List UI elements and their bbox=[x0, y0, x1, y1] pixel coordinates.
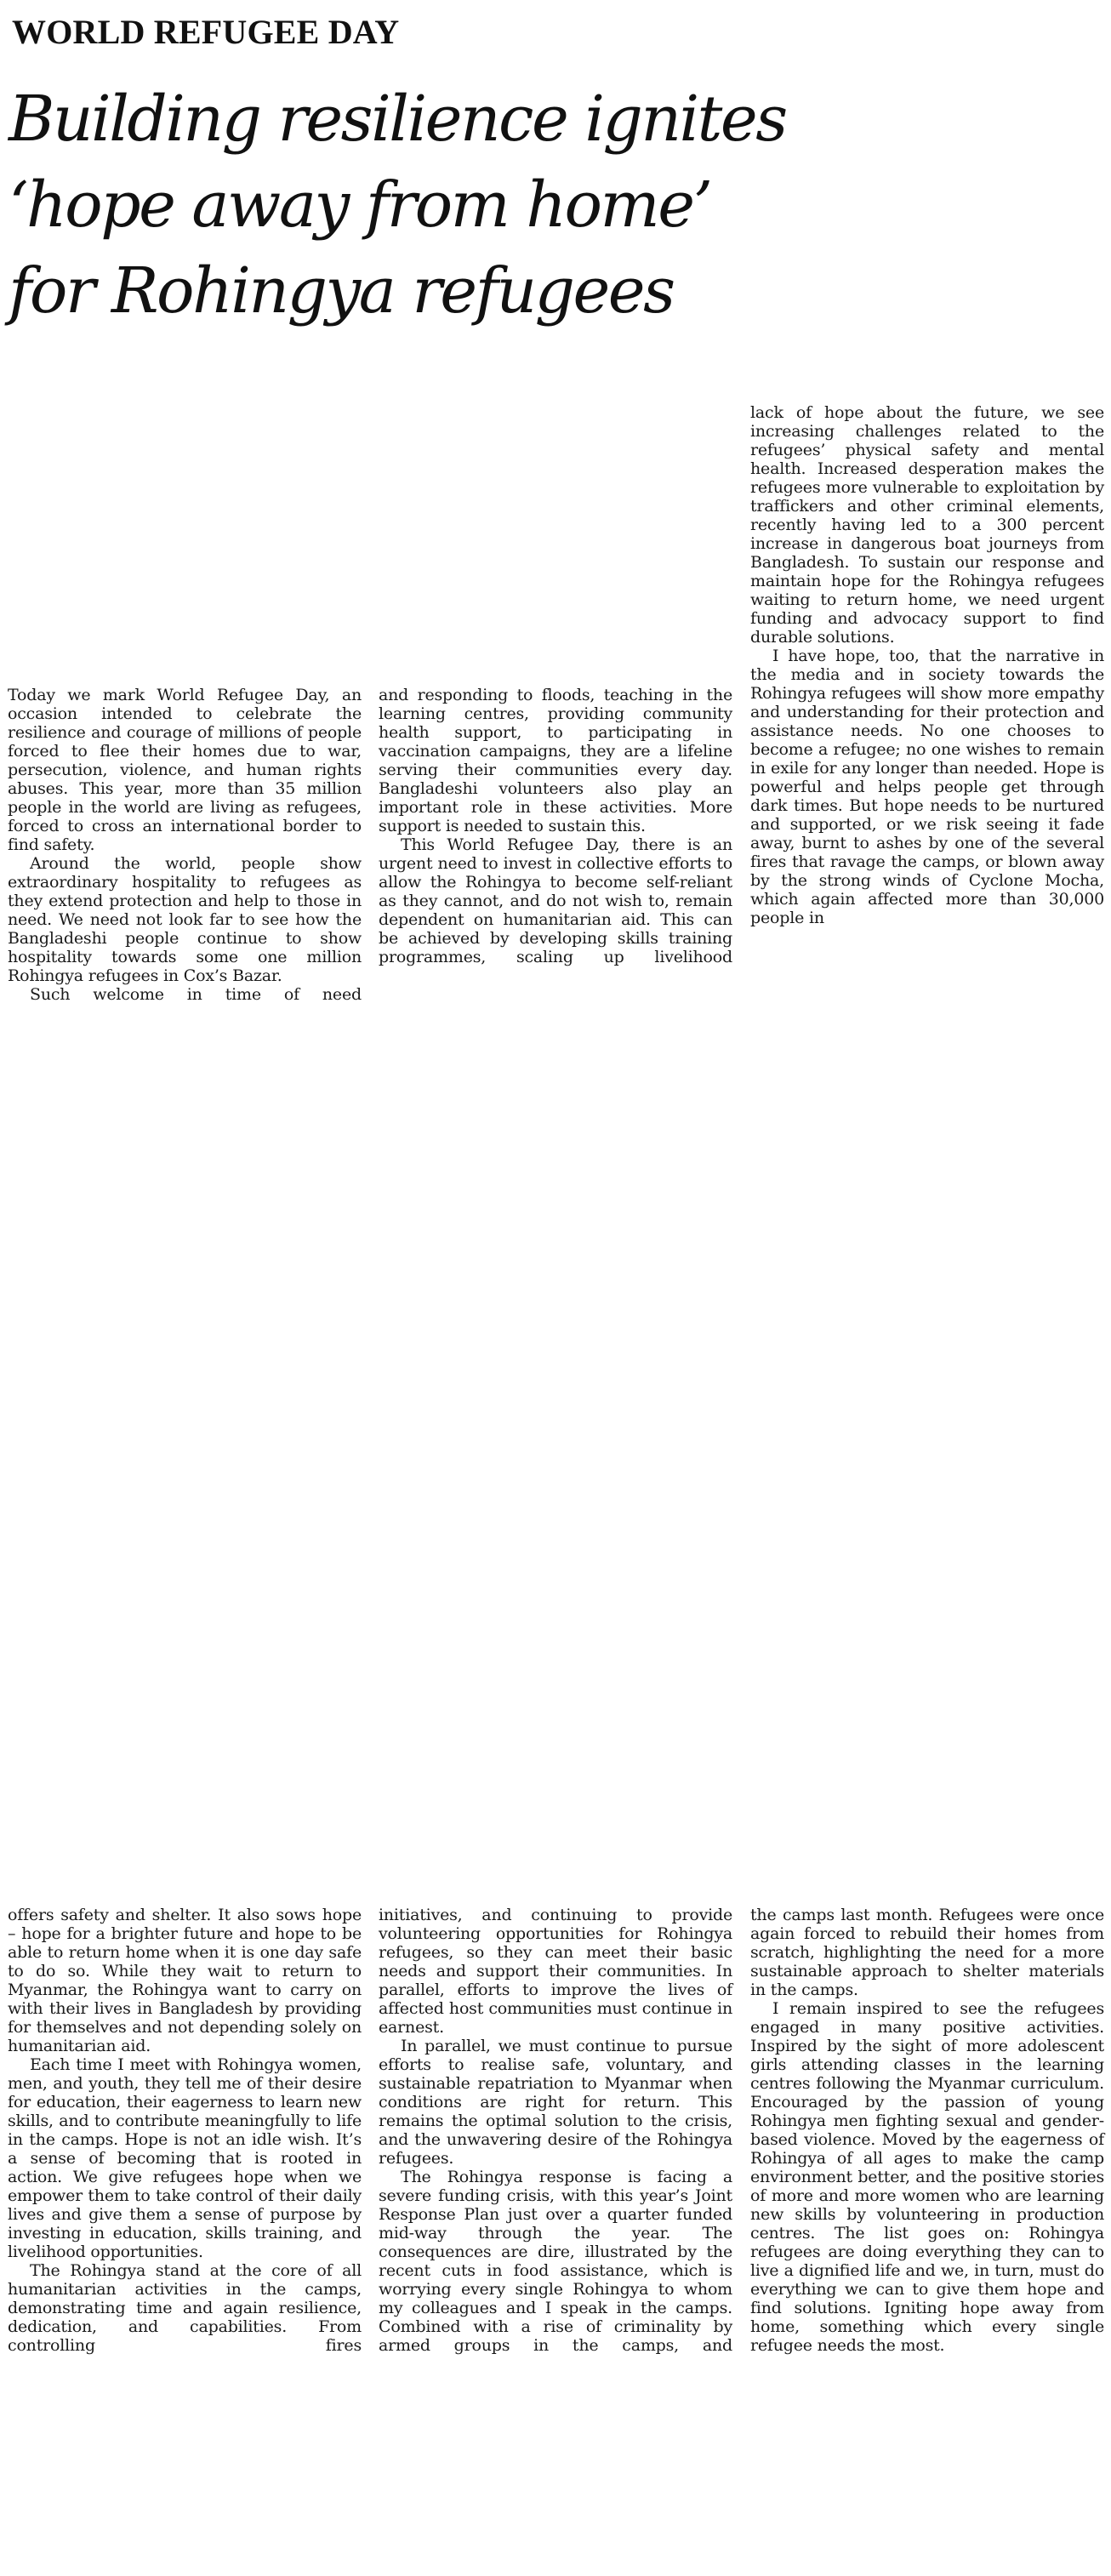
paragraph: I remain inspired to see the refugees engaged in many positive activities. Inspired by the sight of more adolescent girls attending classes in the learning centres following the Myanmar curriculum. Encouraged by the passion of young Rohingya men fighting sexual and gender-based violence. Moved by the eagerness of Rohingya of all ages to make the camp environment better, and the positive stories of more and more women who are learning new skills by volunteering in production centres. The list goes on: Rohingya refugees are doing everything they can to live a dignified life and we, in turn, must do everything we can to give them hope and find solutions. Igniting hope away from home, something which every single refugee needs the most. bbox=[750, 1999, 1104, 2355]
headline bbox=[9, 77, 1111, 334]
section-kicker: WORLD REFUGEE DAY bbox=[12, 13, 400, 51]
paragraph: Such welcome in time of need bbox=[30, 985, 362, 1004]
paragraph: Around the world, people show extraordinary hospitality to refugees as they extend protection and help to those in need. We need not look far to see how the Bangladeshi people continue to show hospitality towards some one million Rohingya refugees in Cox’s Bazar. bbox=[8, 854, 362, 985]
paragraph: This World Refugee Day, there is an urgent need to invest in collective efforts to allow the Rohingya to become self-reliant as they cannot, and do not wish to, remain dependent on humanitarian aid. This can be achieved by developing skills training programmes, scaling up livelihood bbox=[379, 835, 732, 966]
paragraph: I have hope, too, that the narrative in the media and in society towards the Rohingya refugees will show more empathy and understanding for their protection and assistance needs. No one chooses to become a refugee; no one wishes to remain in exile for any longer than needed. Hope is powerful and helps people get through dark times. But hope needs to be nurtured and supported, or we risk seeing it fade away, burnt to ashes by one of the several fires that ravage the camps, or blown away by the strong winds of Cyclone Mocha, which again affected more than 30,000 people in bbox=[750, 647, 1104, 927]
paragraph: In parallel, we must continue to pursue efforts to realise safe, voluntary, and sustainable repatriation to Myanmar when conditions are right for return. This remains the optimal solution to the crisis, and the unwavering desire of the Rohingya refugees. bbox=[379, 2037, 732, 2168]
headline-line: Building resilience ignites bbox=[9, 83, 786, 156]
paragraph: lack of hope about the future, we see increasing challenges related to the refugees’ physical safety and mental health. Increased desperation makes the refugees more vulnerable to exploitation by traffickers and other criminal elements, recently having led to a 300 percent increase in dangerous boat journeys from Bangladesh. To sustain our response and maintain hope for the Rohingya refugees waiting to return home, we need urgent funding and advocacy support to find durable solutions. bbox=[750, 403, 1104, 647]
paragraph: and responding to floods, teaching in the learning centres, providing community health support, to participating in vaccination campaigns, they are a lifeline serving their communities every day. Bangladeshi volunteers also play an important role in these activities. More support is needed to sustain this. bbox=[379, 686, 732, 835]
paragraph: the camps last month. Refugees were once again forced to rebuild their homes from scratch, highlighting the need for a more sustainable approach to shelter materials in the camps. bbox=[750, 1906, 1104, 1999]
article-column-3 bbox=[750, 403, 1104, 927]
headline-line: ‘hope away from home’ bbox=[9, 168, 711, 242]
paragraph: offers safety and shelter. It also sows hope – hope for a brighter future and hope to be able to return home when it is one day safe to do so. While they wait to return to Myanmar, the Rohingya want to carry on with their lives in Bangladesh by providing for themselves and not depending solely on humanitarian aid. bbox=[8, 1906, 362, 2055]
article-column-4 bbox=[8, 1906, 362, 2355]
paragraph: The Rohingya stand at the core of all humanitarian activities in the camps, demonstrating time and again resilience, dedication, and capabilities. From controlling fires bbox=[8, 2261, 362, 2355]
paragraph: The Rohingya response is facing a severe funding crisis, with this year’s Joint Response Plan just over a quarter funded mid-way through the year. The consequences are dire, illustrated by the recent cuts in food assistance, which is worrying every single Rohingya to whom my colleagues and I speak in the camps. Combined with a rise of criminality by armed groups in the camps, and bbox=[379, 2168, 732, 2355]
paragraph: initiatives, and continuing to provide volunteering opportunities for Rohingya refugees, so they can meet their basic needs and support their communities. In parallel, efforts to improve the lives of affected host communities must continue in earnest. bbox=[379, 1906, 732, 2037]
headline-line: for Rohingya refugees bbox=[9, 254, 674, 328]
article-column-6 bbox=[750, 1906, 1104, 2355]
article-column-1 bbox=[8, 686, 362, 1004]
paragraph: Today we mark World Refugee Day, an occasion intended to celebrate the resilience and courage of millions of people forced to flee their homes due to war, persecution, violence, and human rights abuses. This year, more than 35 million people in the world are living as refugees, forced to cross an international border to find safety. bbox=[8, 686, 362, 854]
paragraph: Each time I meet with Rohingya women, men, and youth, they tell me of their desire for education, their eagerness to learn new skills, and to contribute meaningfully to life in the camps. Hope is not an idle wish. It’s a sense of becoming that is rooted in action. We give refugees hope when we empower them to take control of their daily lives and give them a sense of purpose by investing in education, skills training, and livelihood opportunities. bbox=[8, 2055, 362, 2261]
article-column-2 bbox=[379, 686, 732, 966]
article-column-5 bbox=[379, 1906, 732, 2355]
